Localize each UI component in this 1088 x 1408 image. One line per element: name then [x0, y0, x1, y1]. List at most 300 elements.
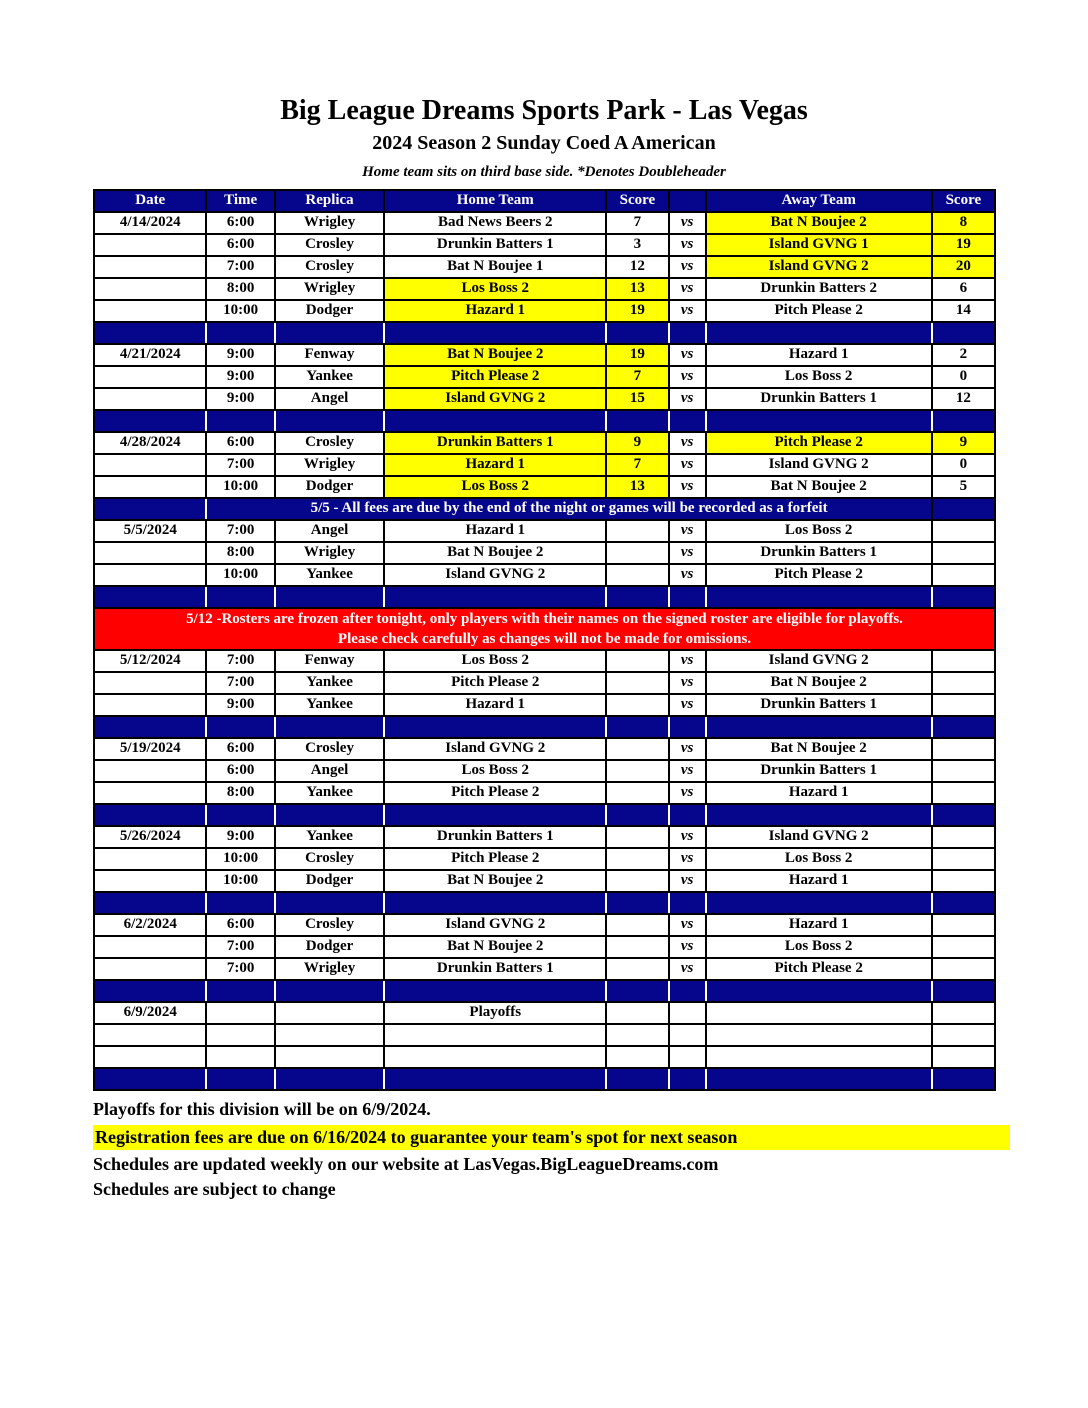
home-team-cell: Pitch Please 2 [384, 848, 606, 870]
game-row [94, 476, 995, 498]
away-team-cell: Los Boss 2 [706, 520, 932, 542]
home-team-cell: Bat N Boujee 2 [384, 344, 606, 366]
away-team-cell: Drunkin Batters 1 [706, 542, 932, 564]
home-score-cell: 13 [606, 476, 668, 498]
away-score-cell [932, 1046, 995, 1068]
away-team-cell: Hazard 1 [706, 344, 932, 366]
date-cell [94, 694, 206, 716]
notice-right-cell [932, 498, 995, 520]
replica-cell: Fenway [275, 344, 384, 366]
separator-cell [206, 980, 274, 1002]
separator-row [94, 804, 995, 826]
away-team-cell: Bat N Boujee 2 [706, 672, 932, 694]
separator-cell [932, 980, 995, 1002]
vs-cell: vs [669, 848, 706, 870]
date-cell [94, 870, 206, 892]
vs-cell: vs [669, 476, 706, 498]
replica-cell: Wrigley [275, 542, 384, 564]
away-team-cell: Drunkin Batters 2 [706, 278, 932, 300]
page-subtitle: 2024 Season 2 Sunday Coed A American [372, 131, 716, 154]
vs-cell: vs [669, 344, 706, 366]
subject-to-change-note: Schedules are subject to change [93, 1178, 336, 1199]
date-cell: 6/9/2024 [94, 1002, 206, 1024]
separator-cell [206, 1068, 274, 1090]
vs-cell: vs [669, 870, 706, 892]
empty-row [94, 1046, 995, 1068]
game-row [94, 826, 995, 848]
game-row [94, 432, 995, 454]
separator-cell [94, 892, 206, 914]
home-team-cell: Island GVNG 2 [384, 564, 606, 586]
separator-cell [706, 586, 932, 608]
home-score-cell [606, 1002, 668, 1024]
date-cell [94, 234, 206, 256]
replica-cell: Wrigley [275, 958, 384, 980]
separator-cell [706, 1068, 932, 1090]
game-row [94, 958, 995, 980]
schedule-table [93, 189, 996, 1091]
away-team-cell: Los Boss 2 [706, 848, 932, 870]
away-score-cell: 20 [932, 256, 995, 278]
notice-left-cell [94, 498, 206, 520]
time-cell: 7:00 [206, 520, 274, 542]
time-cell: 10:00 [206, 848, 274, 870]
home-score-cell [606, 958, 668, 980]
vs-cell: vs [669, 366, 706, 388]
header-date: Date [94, 190, 206, 212]
game-row [94, 848, 995, 870]
date-cell [94, 476, 206, 498]
home-team-cell: Drunkin Batters 1 [384, 826, 606, 848]
separator-cell [669, 804, 706, 826]
separator-row [94, 586, 995, 608]
time-cell: 9:00 [206, 366, 274, 388]
time-cell: 7:00 [206, 454, 274, 476]
away-team-cell: Pitch Please 2 [706, 958, 932, 980]
away-team-cell: Bat N Boujee 2 [706, 476, 932, 498]
home-team-cell: Los Boss 2 [384, 278, 606, 300]
away-team-cell: Hazard 1 [706, 870, 932, 892]
separator-cell [932, 804, 995, 826]
date-cell [94, 1024, 206, 1046]
vs-cell: vs [669, 300, 706, 322]
away-team-cell [706, 1002, 932, 1024]
time-cell: 9:00 [206, 694, 274, 716]
game-row [94, 300, 995, 322]
vs-cell: vs [669, 738, 706, 760]
separator-cell [206, 410, 274, 432]
time-cell: 10:00 [206, 870, 274, 892]
home-team-cell: Pitch Please 2 [384, 672, 606, 694]
home-score-cell [606, 760, 668, 782]
separator-cell [669, 1068, 706, 1090]
away-score-cell [932, 520, 995, 542]
replica-cell: Crosley [275, 848, 384, 870]
replica-cell [275, 1046, 384, 1068]
vs-cell: vs [669, 826, 706, 848]
replica-cell: Crosley [275, 234, 384, 256]
separator-cell [384, 804, 606, 826]
time-cell: 7:00 [206, 256, 274, 278]
game-row [94, 212, 995, 234]
home-score-cell: 15 [606, 388, 668, 410]
separator-cell [706, 322, 932, 344]
separator-cell [94, 804, 206, 826]
separator-cell [706, 410, 932, 432]
away-score-cell: 2 [932, 344, 995, 366]
vs-cell: vs [669, 542, 706, 564]
replica-cell: Yankee [275, 826, 384, 848]
replica-cell: Yankee [275, 564, 384, 586]
separator-row [94, 980, 995, 1002]
away-score-cell: 6 [932, 278, 995, 300]
separator-cell [706, 804, 932, 826]
home-team-cell: Drunkin Batters 1 [384, 234, 606, 256]
replica-cell: Angel [275, 520, 384, 542]
date-cell [94, 1046, 206, 1068]
away-score-cell [932, 848, 995, 870]
vs-cell: vs [669, 914, 706, 936]
away-score-cell: 14 [932, 300, 995, 322]
away-team-cell: Island GVNG 2 [706, 256, 932, 278]
time-cell: 10:00 [206, 476, 274, 498]
replica-cell: Yankee [275, 672, 384, 694]
separator-cell [384, 322, 606, 344]
home-score-cell: 19 [606, 300, 668, 322]
separator-cell [384, 716, 606, 738]
time-cell: 9:00 [206, 388, 274, 410]
home-team-cell: Los Boss 2 [384, 760, 606, 782]
separator-row [94, 716, 995, 738]
separator-cell [94, 1068, 206, 1090]
separator-cell [384, 1068, 606, 1090]
header-home-team: Home Team [384, 190, 606, 212]
away-score-cell [932, 1002, 995, 1024]
away-team-cell [706, 1046, 932, 1068]
vs-cell [669, 1046, 706, 1068]
home-score-cell: 13 [606, 278, 668, 300]
banner-line: Please check carefully as changes will not be made for omissions. [337, 630, 752, 647]
home-team-cell: Hazard 1 [384, 300, 606, 322]
home-score-cell [606, 672, 668, 694]
away-score-cell: 12 [932, 388, 995, 410]
header-away-team: Away Team [706, 190, 932, 212]
game-row [94, 344, 995, 366]
date-cell: 5/19/2024 [94, 738, 206, 760]
away-score-cell [932, 914, 995, 936]
notice-text-cell: 5/5 - All fees are due by the end of the night or games will be recorded as a forfeit [206, 498, 931, 520]
away-team-cell: Pitch Please 2 [706, 300, 932, 322]
time-cell: 8:00 [206, 782, 274, 804]
date-cell [94, 936, 206, 958]
game-row [94, 454, 995, 476]
game-row [94, 672, 995, 694]
replica-cell: Wrigley [275, 212, 384, 234]
away-score-cell [932, 958, 995, 980]
away-team-cell: Los Boss 2 [706, 936, 932, 958]
date-cell [94, 454, 206, 476]
separator-cell [932, 410, 995, 432]
separator-cell [669, 716, 706, 738]
home-score-cell [606, 694, 668, 716]
date-cell: 4/28/2024 [94, 432, 206, 454]
schedule-table-body [94, 212, 995, 1090]
home-team-cell: Drunkin Batters 1 [384, 958, 606, 980]
replica-cell: Yankee [275, 366, 384, 388]
game-row [94, 760, 995, 782]
vs-cell: vs [669, 782, 706, 804]
home-score-cell [606, 782, 668, 804]
separator-cell [606, 980, 668, 1002]
game-row [94, 234, 995, 256]
registration-note: Registration fees are due on 6/16/2024 to guarantee your team's spot for next season [93, 1125, 1010, 1150]
separator-cell [706, 892, 932, 914]
away-score-cell: 19 [932, 234, 995, 256]
away-score-cell [932, 738, 995, 760]
date-cell: 4/14/2024 [94, 212, 206, 234]
separator-cell [669, 322, 706, 344]
home-score-cell [606, 650, 668, 672]
home-team-cell: Los Boss 2 [384, 476, 606, 498]
away-score-cell: 0 [932, 454, 995, 476]
home-team-note: Home team sits on third base side. *Denotes Doubleheader [362, 163, 726, 180]
separator-cell [94, 586, 206, 608]
home-score-cell [606, 738, 668, 760]
replica-cell: Dodger [275, 300, 384, 322]
empty-row [94, 1024, 995, 1046]
separator-cell [606, 322, 668, 344]
away-team-cell: Island GVNG 2 [706, 650, 932, 672]
header-away-score: Score [932, 190, 995, 212]
separator-cell [932, 1068, 995, 1090]
separator-cell [275, 586, 384, 608]
time-cell [206, 1046, 274, 1068]
home-score-cell [606, 914, 668, 936]
replica-cell: Crosley [275, 256, 384, 278]
home-score-cell: 7 [606, 212, 668, 234]
vs-cell: vs [669, 694, 706, 716]
separator-cell [606, 716, 668, 738]
replica-cell: Dodger [275, 476, 384, 498]
separator-cell [384, 410, 606, 432]
game-row [94, 914, 995, 936]
banner-row [94, 608, 995, 650]
header-replica: Replica [275, 190, 384, 212]
away-score-cell: 0 [932, 366, 995, 388]
vs-cell: vs [669, 278, 706, 300]
page-title: Big League Dreams Sports Park - Las Vegas [280, 95, 808, 126]
away-team-cell: Drunkin Batters 1 [706, 760, 932, 782]
away-team-cell: Bat N Boujee 2 [706, 738, 932, 760]
vs-cell: vs [669, 650, 706, 672]
game-row [94, 520, 995, 542]
separator-cell [275, 892, 384, 914]
separator-cell [94, 322, 206, 344]
separator-cell [94, 716, 206, 738]
away-team-cell: Pitch Please 2 [706, 432, 932, 454]
home-score-cell: 7 [606, 366, 668, 388]
home-team-cell: Bat N Boujee 1 [384, 256, 606, 278]
game-row [94, 278, 995, 300]
home-team-cell: Bat N Boujee 2 [384, 870, 606, 892]
time-cell: 6:00 [206, 914, 274, 936]
home-team-cell: Hazard 1 [384, 694, 606, 716]
home-score-cell: 19 [606, 344, 668, 366]
home-score-cell [606, 542, 668, 564]
date-cell: 4/21/2024 [94, 344, 206, 366]
separator-cell [206, 586, 274, 608]
home-team-cell: Playoffs [384, 1002, 606, 1024]
away-score-cell [932, 650, 995, 672]
separator-cell [669, 980, 706, 1002]
replica-cell: Dodger [275, 870, 384, 892]
replica-cell: Wrigley [275, 278, 384, 300]
away-team-cell: Island GVNG 2 [706, 826, 932, 848]
home-score-cell [606, 1024, 668, 1046]
time-cell: 8:00 [206, 278, 274, 300]
notice-row [94, 498, 995, 520]
away-score-cell [932, 826, 995, 848]
separator-cell [275, 980, 384, 1002]
away-score-cell [932, 1024, 995, 1046]
away-score-cell [932, 672, 995, 694]
away-score-cell [932, 542, 995, 564]
home-score-cell [606, 848, 668, 870]
game-row [94, 738, 995, 760]
time-cell: 10:00 [206, 564, 274, 586]
away-team-cell: Island GVNG 1 [706, 234, 932, 256]
away-score-cell [932, 564, 995, 586]
separator-row [94, 410, 995, 432]
game-row [94, 650, 995, 672]
separator-cell [606, 1068, 668, 1090]
banner-text-cell [94, 608, 995, 650]
header-home-score: Score [606, 190, 668, 212]
separator-cell [606, 892, 668, 914]
separator-cell [669, 892, 706, 914]
home-score-cell [606, 870, 668, 892]
date-cell [94, 542, 206, 564]
home-team-cell: Pitch Please 2 [384, 782, 606, 804]
away-team-cell [706, 1024, 932, 1046]
time-cell: 8:00 [206, 542, 274, 564]
replica-cell: Angel [275, 388, 384, 410]
home-team-cell: Island GVNG 2 [384, 914, 606, 936]
date-cell: 5/12/2024 [94, 650, 206, 672]
away-score-cell [932, 870, 995, 892]
home-team-cell: Island GVNG 2 [384, 388, 606, 410]
separator-cell [206, 892, 274, 914]
time-cell [206, 1002, 274, 1024]
vs-cell: vs [669, 212, 706, 234]
date-cell [94, 760, 206, 782]
vs-cell: vs [669, 454, 706, 476]
vs-cell: vs [669, 520, 706, 542]
separator-cell [384, 586, 606, 608]
home-team-cell: Bat N Boujee 2 [384, 542, 606, 564]
separator-cell [932, 716, 995, 738]
date-cell [94, 300, 206, 322]
vs-cell: vs [669, 234, 706, 256]
home-team-cell [384, 1024, 606, 1046]
vs-cell: vs [669, 388, 706, 410]
time-cell: 7:00 [206, 650, 274, 672]
time-cell: 10:00 [206, 300, 274, 322]
separator-cell [275, 716, 384, 738]
separator-cell [384, 892, 606, 914]
header-vs [669, 190, 706, 212]
away-team-cell: Drunkin Batters 1 [706, 694, 932, 716]
separator-cell [206, 804, 274, 826]
date-cell [94, 672, 206, 694]
time-cell: 9:00 [206, 344, 274, 366]
game-row [94, 870, 995, 892]
playoffs-row [94, 1002, 995, 1024]
game-row [94, 936, 995, 958]
separator-cell [606, 804, 668, 826]
game-row [94, 366, 995, 388]
time-cell: 9:00 [206, 826, 274, 848]
replica-cell: Wrigley [275, 454, 384, 476]
separator-cell [275, 322, 384, 344]
replica-cell: Crosley [275, 738, 384, 760]
banner-line: 5/12 -Rosters are frozen after tonight, only players with their names on the signed roster are eligible for playoffs. [186, 610, 903, 627]
separator-cell [669, 586, 706, 608]
away-team-cell: Pitch Please 2 [706, 564, 932, 586]
vs-cell: vs [669, 256, 706, 278]
time-cell: 7:00 [206, 672, 274, 694]
date-cell [94, 848, 206, 870]
vs-cell: vs [669, 432, 706, 454]
replica-cell: Yankee [275, 782, 384, 804]
time-cell: 6:00 [206, 234, 274, 256]
replica-cell: Yankee [275, 694, 384, 716]
away-score-cell [932, 694, 995, 716]
separator-cell [206, 716, 274, 738]
vs-cell: vs [669, 760, 706, 782]
away-score-cell [932, 760, 995, 782]
game-row [94, 694, 995, 716]
game-row [94, 542, 995, 564]
away-score-cell: 8 [932, 212, 995, 234]
header-row [94, 190, 995, 212]
playoffs-note: Playoffs for this division will be on 6/9/2024. [93, 1098, 431, 1119]
vs-cell: vs [669, 672, 706, 694]
separator-cell [932, 892, 995, 914]
game-row [94, 256, 995, 278]
vs-cell [669, 1024, 706, 1046]
date-cell [94, 256, 206, 278]
date-cell [94, 278, 206, 300]
replica-cell: Angel [275, 760, 384, 782]
away-team-cell: Los Boss 2 [706, 366, 932, 388]
home-score-cell [606, 936, 668, 958]
separator-row [94, 892, 995, 914]
home-team-cell: Bad News Beers 2 [384, 212, 606, 234]
separator-cell [275, 410, 384, 432]
replica-cell: Fenway [275, 650, 384, 672]
date-cell [94, 388, 206, 410]
home-score-cell: 9 [606, 432, 668, 454]
separator-row [94, 1068, 995, 1090]
separator-cell [275, 804, 384, 826]
home-team-cell: Pitch Please 2 [384, 366, 606, 388]
separator-cell [606, 410, 668, 432]
date-cell: 6/2/2024 [94, 914, 206, 936]
separator-cell [706, 980, 932, 1002]
separator-cell [706, 716, 932, 738]
home-score-cell [606, 564, 668, 586]
